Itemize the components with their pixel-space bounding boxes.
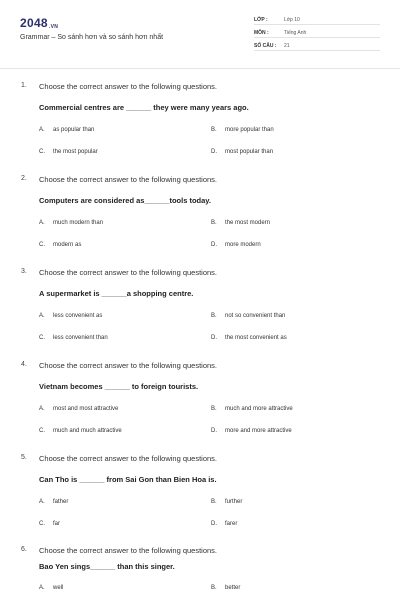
option-text: the most convenient as <box>225 335 287 341</box>
option-a[interactable] <box>39 406 118 412</box>
site-logo[interactable] <box>20 16 58 30</box>
question-instruction: Choose the correct answer to the following questions. <box>39 454 218 463</box>
option-letter: A. <box>39 220 45 226</box>
option-letter: B. <box>211 585 217 591</box>
option-text: better <box>225 585 241 591</box>
meta-course-row <box>254 28 380 38</box>
option-text: much and more attractive <box>225 406 293 412</box>
option-letter: A. <box>39 406 45 412</box>
option-a[interactable] <box>39 499 68 505</box>
option-letter: A. <box>39 313 45 319</box>
meta-count-row <box>254 41 380 51</box>
option-text: as popular than <box>53 127 95 133</box>
question-sentence: Can Tho is ______ from Sai Gon than Bien Hoa is. <box>39 475 217 484</box>
question-sentence: A supermarket is ______a shopping centre. <box>39 289 194 298</box>
option-d[interactable] <box>211 521 237 527</box>
option-text: more and more attractive <box>225 428 292 434</box>
option-d[interactable] <box>211 335 287 341</box>
question-sentence: Computers are considered as______tools today. <box>39 196 212 205</box>
course-value: Tiếng Anh <box>284 30 307 36</box>
option-text: much and much attractive <box>53 428 122 434</box>
option-letter: B. <box>211 127 217 133</box>
worksheet-subject: Grammar – So sánh hơn và so sánh hơn nhất <box>20 34 164 41</box>
question-2 <box>0 175 400 267</box>
question-instruction: Choose the correct answer to the following questions. <box>39 361 218 370</box>
option-text: most and most attractive <box>53 406 119 412</box>
option-letter: A. <box>39 127 45 133</box>
option-b[interactable] <box>211 585 240 591</box>
option-letter: A. <box>39 585 45 591</box>
question-sentence: Vietnam becomes ______ to foreign tourists. <box>39 382 199 391</box>
option-text: modern as <box>53 242 82 248</box>
logo-text: 2048 <box>20 16 48 30</box>
worksheet-header <box>0 0 400 68</box>
option-b[interactable] <box>211 313 285 319</box>
option-letter: A. <box>39 499 45 505</box>
option-letter: B. <box>211 313 217 319</box>
option-letter: D. <box>211 242 217 248</box>
option-letter: D. <box>211 149 217 155</box>
option-text: the most modern <box>225 220 271 226</box>
course-label: MÔN : <box>254 30 269 36</box>
question-number: 3. <box>21 268 27 275</box>
question-5 <box>0 454 400 546</box>
option-letter: D. <box>211 428 217 434</box>
question-number: 4. <box>21 361 27 368</box>
question-number: 2. <box>21 175 27 182</box>
option-text: less convenient as <box>53 313 103 319</box>
option-text: well <box>53 585 64 591</box>
option-letter: B. <box>211 499 217 505</box>
option-letter: C. <box>39 428 45 434</box>
option-letter: B. <box>211 220 217 226</box>
option-text: much modern than <box>53 220 104 226</box>
logo-suffix: .VN <box>48 24 59 30</box>
question-sentence: Commercial centres are ______ they were many years ago. <box>39 103 249 112</box>
option-c[interactable] <box>39 149 98 155</box>
question-instruction: Choose the correct answer to the following questions. <box>39 82 218 91</box>
option-letter: B. <box>211 406 217 412</box>
option-text: the most popular <box>53 149 98 155</box>
option-a[interactable] <box>39 220 103 226</box>
option-text: not so convenient than <box>225 313 286 319</box>
count-value: 21 <box>284 43 290 49</box>
option-letter: C. <box>39 149 45 155</box>
option-text: most popular than <box>225 149 274 155</box>
option-letter: C. <box>39 242 45 248</box>
option-letter: D. <box>211 521 217 527</box>
question-number: 6. <box>21 546 27 553</box>
option-b[interactable] <box>211 406 293 412</box>
option-letter: C. <box>39 335 45 341</box>
option-text: more modern <box>225 242 261 248</box>
option-text: further <box>225 499 243 505</box>
class-label: LỚP : <box>254 17 268 23</box>
option-text: farer <box>225 521 238 527</box>
header-divider <box>0 68 400 69</box>
option-text: more popular than <box>225 127 274 133</box>
option-c[interactable] <box>39 335 108 341</box>
question-instruction: Choose the correct answer to the following questions. <box>39 546 218 555</box>
option-a[interactable] <box>39 127 94 133</box>
option-text: father <box>53 499 69 505</box>
option-c[interactable] <box>39 428 122 434</box>
class-value: Lớp 10 <box>284 17 300 23</box>
option-d[interactable] <box>211 242 261 248</box>
option-b[interactable] <box>211 499 242 505</box>
question-sentence: Bao Yen sings______ than this singer. <box>39 562 175 571</box>
option-d[interactable] <box>211 428 292 434</box>
option-text: far <box>53 521 61 527</box>
question-3 <box>0 268 400 360</box>
option-a[interactable] <box>39 313 102 319</box>
option-d[interactable] <box>211 149 273 155</box>
question-instruction: Choose the correct answer to the following questions. <box>39 268 218 277</box>
question-number: 1. <box>21 82 27 89</box>
option-a[interactable] <box>39 585 63 591</box>
option-b[interactable] <box>211 220 270 226</box>
question-4 <box>0 361 400 453</box>
meta-class-row <box>254 15 380 25</box>
question-instruction: Choose the correct answer to the following questions. <box>39 175 218 184</box>
option-letter: D. <box>211 335 217 341</box>
option-text: less convenient than <box>53 335 108 341</box>
question-number: 5. <box>21 454 27 461</box>
option-b[interactable] <box>211 127 274 133</box>
question-6 <box>0 546 400 600</box>
option-letter: C. <box>39 521 45 527</box>
count-label: SỐ CÂU : <box>254 43 277 49</box>
option-c[interactable] <box>39 242 81 248</box>
option-c[interactable] <box>39 521 60 527</box>
question-1 <box>0 82 400 174</box>
